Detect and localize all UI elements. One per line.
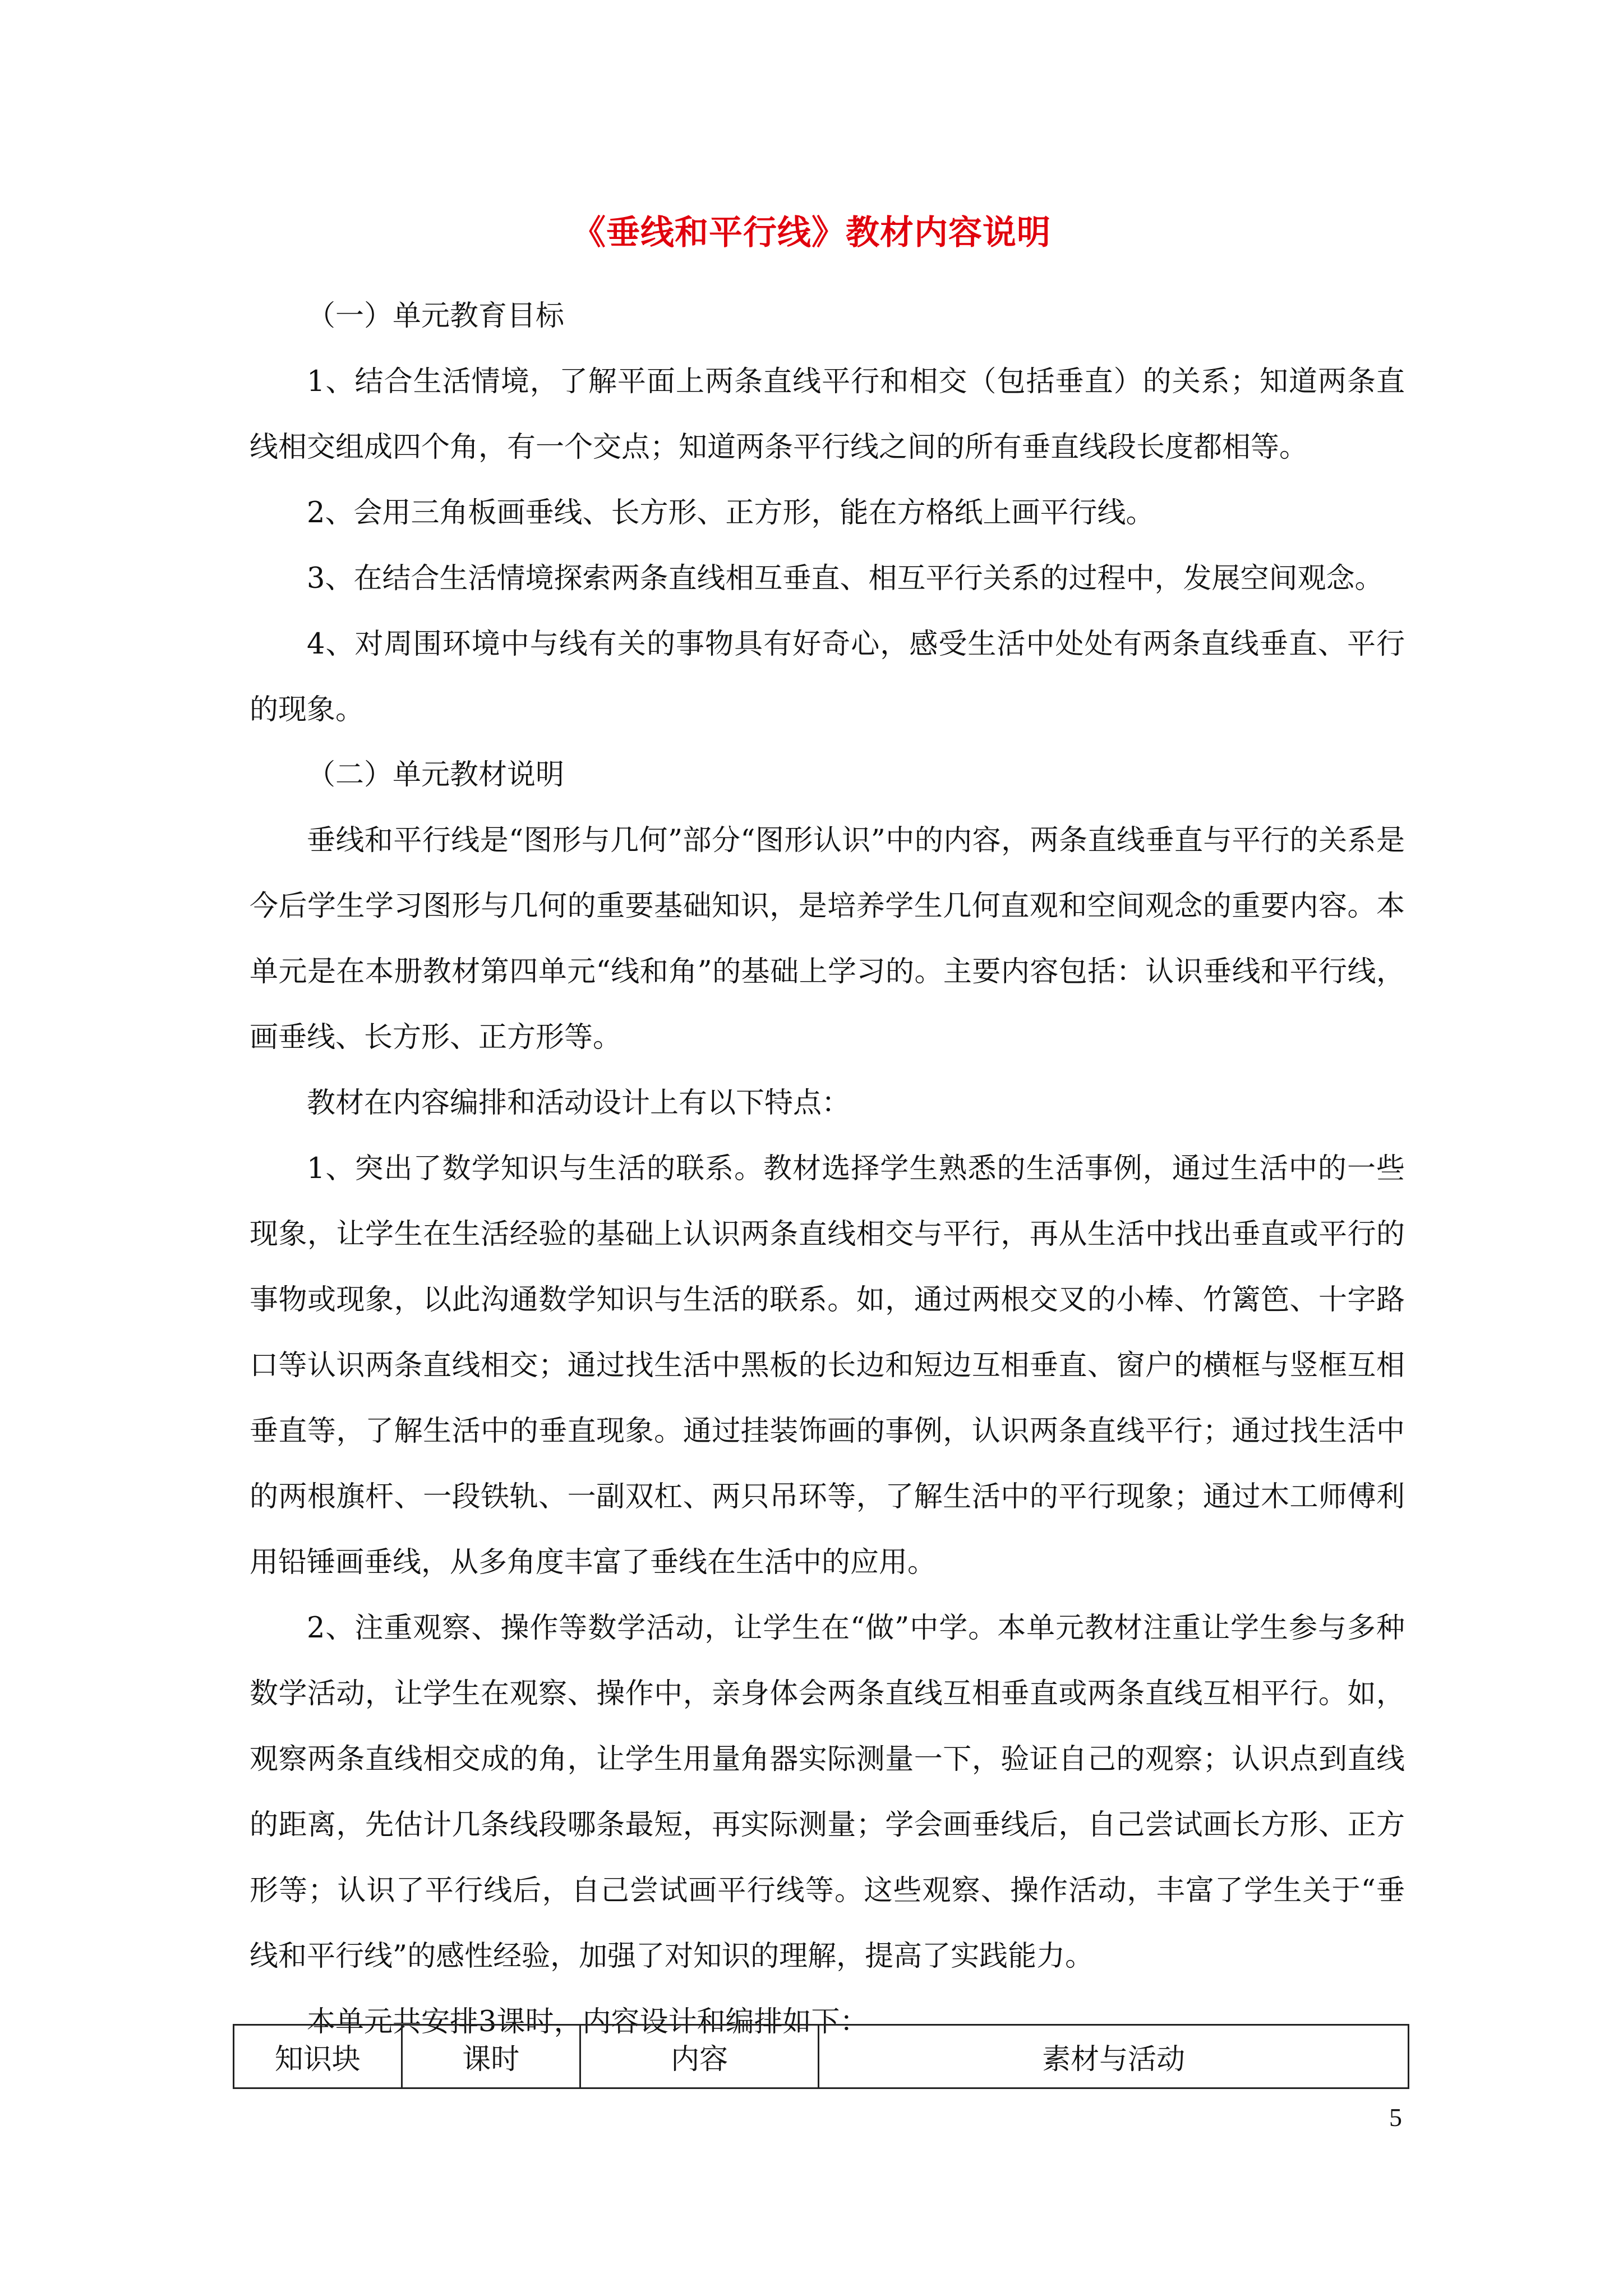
- table-header-cell: 课时: [402, 2025, 580, 2088]
- goal-item: 2、会用三角板画垂线、长方形、正方形，能在方格纸上画平行线。: [307, 496, 1155, 530]
- page-number: 5: [1389, 2103, 1402, 2132]
- unit-material-section: [250, 742, 1405, 2055]
- unit-goals-section: [250, 283, 1405, 743]
- features-intro: 教材在内容编排和活动设计上有以下特点：: [307, 1087, 851, 1120]
- table-header-cell: 素材与活动: [819, 2025, 1409, 2088]
- table-header-row: [234, 2025, 1409, 2088]
- goal-item: 4、对周围环境中与线有关的事物具有好奇心，感受生活中处处有两条直线垂直、平行的现象。: [250, 628, 1405, 726]
- content-table: [233, 2024, 1409, 2089]
- knowledge-table: [233, 2024, 1409, 2089]
- table-header-cell: 内容: [580, 2025, 819, 2088]
- goals-heading: （一）单元教育目标: [307, 300, 565, 333]
- table-header-cell: 知识块: [234, 2025, 402, 2088]
- material-intro: 垂线和平行线是“图形与几何”部分“图形认识”中的内容，两条直线垂直与平行的关系是今后学生学习图形与几何的重要基础知识，是培养学生几何直观和空间观念的重要内容。本单元是在本册教材第四单元“线和角”的基础上学习的。主要内容包括：认识垂线和平行线，画垂线、长方形、正方形等。: [250, 824, 1405, 1054]
- material-heading: （二）单元教材说明: [307, 758, 565, 792]
- feature-item: 1、突出了数学知识与生活的联系。教材选择学生熟悉的生活事例，通过生活中的一些现象，让学生在生活经验的基础上认识两条直线相交与平行，再从生活中找出垂直或平行的事物或现象，以此沟通数学知识与生活的联系。如，通过两根交叉的小棒、竹篱笆、十字路口等认识两条直线相交；通过找生活中黑板的长边和短边互相垂直、窗户的横框与竖框互相垂直等，了解生活中的垂直现象。通过挂装饰画的事例，认识两条直线平行；通过找生活中的两根旗杆、一段铁轨、一副双杠、两只吊环等，了解生活中的平行现象；通过木工师傅利用铅锤画垂线，从多角度丰富了垂线在生活中的应用。: [250, 1152, 1405, 1579]
- goal-item: 1、结合生活情境，了解平面上两条直线平行和相交（包括垂直）的关系；知道两条直线相交组成四个角，有一个交点；知道两条平行线之间的所有垂直线段长度都相等。: [250, 365, 1405, 464]
- feature-item: 2、注重观察、操作等数学活动，让学生在“做”中学。本单元教材注重让学生参与多种数学活动，让学生在观察、操作中，亲身体会两条直线互相垂直或两条直线互相平行。如，观察两条直线相交成的角，让学生用量角器实际测量一下，验证自己的观察；认识点到直线的距离，先估计几条线段哪条最短，再实际测量；学会画垂线后，自己尝试画长方形、正方形等；认识了平行线后，自己尝试画平行线等。这些观察、操作活动，丰富了学生关于“垂线和平行线”的感性经验，加强了对知识的理解，提高了实践能力。: [250, 1612, 1405, 1973]
- document-title: 《垂线和平行线》教材内容说明: [572, 213, 1051, 252]
- schedule-text: 本单元共安排3课时，内容设计和编排如下：: [307, 2005, 869, 2039]
- goal-item: 3、在结合生活情境探索两条直线相互垂直、相互平行关系的过程中，发展空间观念。: [307, 562, 1384, 595]
